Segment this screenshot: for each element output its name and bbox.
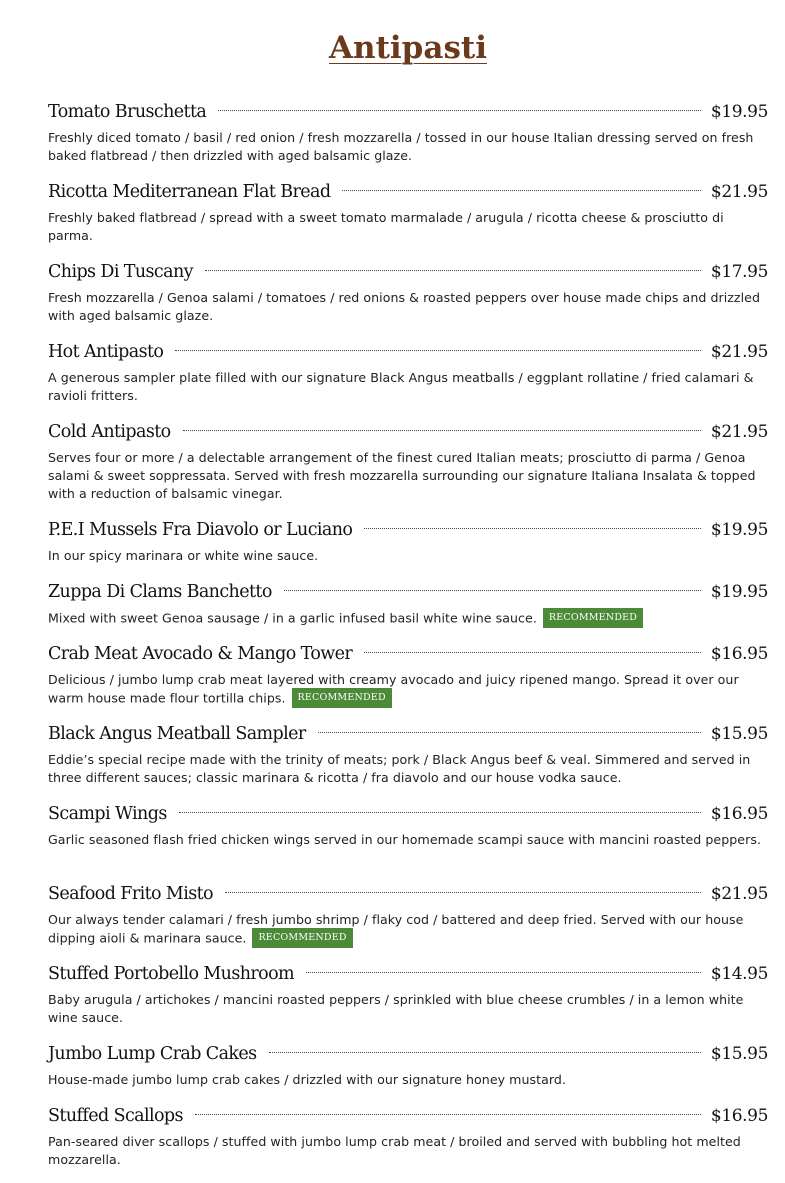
dotted-leader: [364, 528, 701, 529]
recommended-badge: RECOMMENDED: [252, 928, 352, 948]
menu-item: [48, 341, 768, 405]
menu-item-description: [48, 911, 768, 949]
menu-item-price: $15.95: [710, 724, 768, 744]
menu-item-description: [48, 289, 768, 325]
menu-item-name: Scampi Wings: [48, 804, 167, 824]
menu-item-price: $21.95: [710, 884, 768, 904]
menu-item: [48, 723, 768, 787]
menu-item-header: [48, 581, 768, 603]
menu-item-description-text: Eddie’s special recipe made with the trinity of meats; pork / Black Angus beef & veal. Simmered and served in three different sauces; classic marinara & ricotta / fra diavolo and our house vodka sauce.: [48, 752, 751, 785]
dotted-leader: [318, 732, 701, 733]
menu-item-description-text: A generous sampler plate filled with our signature Black Angus meatballs / eggplant rollatine / fried calamari & ravioli fritters.: [48, 370, 754, 403]
menu-item-description-text: Serves four or more / a delectable arrangement of the finest cured Italian meats; prosciutto di parma / Genoa salami & sweet soppressata. Served with fresh mozzarella surrounding our signature Italiana Insalata & topped with a reduction of balsamic vinegar.: [48, 450, 756, 501]
menu-item-name: Black Angus Meatball Sampler: [48, 724, 306, 744]
section-title: Antipasti: [329, 30, 487, 66]
menu-item-price: $14.95: [710, 964, 768, 984]
menu-item-header: [48, 421, 768, 443]
menu-item-name: Zuppa Di Clams Banchetto: [48, 582, 272, 602]
menu-item: [48, 1043, 768, 1089]
menu-item-price: $16.95: [710, 1106, 768, 1126]
menu-item: [48, 101, 768, 165]
dotted-leader: [284, 590, 701, 591]
menu-item-price: $19.95: [710, 582, 768, 602]
menu-item: [48, 581, 768, 629]
menu-item: [48, 519, 768, 565]
menu-item-price: $21.95: [710, 422, 768, 442]
menu-item-description-text: Mixed with sweet Genoa sausage / in a garlic infused basil white wine sauce.: [48, 610, 537, 626]
menu-item-description-text: Baby arugula / artichokes / mancini roasted peppers / sprinkled with blue cheese crumbles / in a lemon white wine sauce.: [48, 992, 744, 1025]
menu-item-description: [48, 751, 768, 787]
menu-item-description-text: Freshly baked flatbread / spread with a sweet tomato marmalade / arugula / ricotta cheese & prosciutto di parma.: [48, 210, 724, 243]
menu-item: [48, 963, 768, 1027]
dotted-leader: [205, 270, 701, 271]
dotted-leader: [364, 652, 701, 653]
menu-item-name: Cold Antipasto: [48, 422, 171, 442]
menu-item-price: $16.95: [710, 804, 768, 824]
menu-item: [48, 883, 768, 949]
menu-item-header: [48, 1105, 768, 1127]
menu-item-price: $19.95: [710, 520, 768, 540]
menu-item-price: $21.95: [710, 342, 768, 362]
menu-item: [48, 261, 768, 325]
menu-item-header: [48, 261, 768, 283]
menu-item-name: Stuffed Portobello Mushroom: [48, 964, 295, 984]
menu-item-name: Seafood Frito Misto: [48, 884, 213, 904]
menu-item-header: [48, 519, 768, 541]
menu-item-description: [48, 831, 768, 849]
menu-item-name: Hot Antipasto: [48, 342, 164, 362]
menu-item-header: [48, 803, 768, 825]
dotted-leader: [183, 430, 701, 431]
menu-item-price: $19.95: [710, 102, 768, 122]
recommended-badge: RECOMMENDED: [292, 688, 392, 708]
menu-item-price: $15.95: [710, 1044, 768, 1064]
menu-page: [48, 0, 768, 1167]
menu-item-description-text: Pan-seared diver scallops / stuffed with jumbo lump crab meat / broiled and served with bubbling hot melted mozzarella.: [48, 1134, 741, 1167]
dotted-leader: [306, 972, 701, 973]
menu-item-header: [48, 341, 768, 363]
dotted-leader: [342, 190, 700, 191]
menu-item-header: [48, 181, 768, 203]
menu-item-description: [48, 1071, 768, 1089]
menu-item-name: Stuffed Scallops: [48, 1106, 183, 1126]
menu-item-description: [48, 1133, 768, 1169]
menu-item-description: [48, 547, 768, 565]
menu-item: [48, 803, 768, 849]
menu-item-price: $16.95: [710, 644, 768, 664]
menu-item-description: [48, 209, 768, 245]
menu-item-description: [48, 129, 768, 165]
menu-item-description-text: Fresh mozzarella / Genoa salami / tomatoes / red onions & roasted peppers over house made chips and drizzled with aged balsamic glaze.: [48, 290, 760, 323]
menu-item-description-text: In our spicy marinara or white wine sauce.: [48, 548, 319, 563]
dotted-leader: [225, 892, 701, 893]
menu-item-name: Jumbo Lump Crab Cakes: [48, 1044, 257, 1064]
dotted-leader: [218, 110, 701, 111]
menu-item-description-text: Our always tender calamari / fresh jumbo shrimp / flaky cod / battered and deep fried. Served with our house dipping aioli & marinara sauce.: [48, 912, 744, 946]
menu-item-description: [48, 449, 768, 503]
menu-item-price: $17.95: [710, 262, 768, 282]
menu-item-name: Crab Meat Avocado & Mango Tower: [48, 644, 353, 664]
menu-item-description-text: Garlic seasoned flash fried chicken wings served in our homemade scampi sauce with mancini roasted peppers.: [48, 832, 762, 847]
dotted-leader: [179, 812, 701, 813]
menu-item-price: $21.95: [710, 182, 768, 202]
menu-item-list: [48, 74, 768, 1167]
menu-item-name: Ricotta Mediterranean Flat Bread: [48, 182, 331, 202]
menu-item-name: P.E.I Mussels Fra Diavolo or Luciano: [48, 520, 353, 540]
dotted-leader: [175, 350, 701, 351]
menu-item-description-text: Freshly diced tomato / basil / red onion / fresh mozzarella / tossed in our house Italian dressing served on fresh baked flatbread / then drizzled with aged balsamic glaze.: [48, 130, 754, 163]
menu-item: [48, 1105, 768, 1169]
menu-item-description: [48, 609, 768, 629]
menu-item: [48, 421, 768, 503]
menu-item-description-text: Delicious / jumbo lump crab meat layered with creamy avocado and juicy ripened mango. Spread it over our warm house made flour tortilla chips.: [48, 672, 739, 706]
menu-item-header: [48, 1043, 768, 1065]
menu-item-header: [48, 883, 768, 905]
menu-item-description: [48, 671, 768, 709]
menu-item-header: [48, 723, 768, 745]
menu-item-header: [48, 101, 768, 123]
menu-item-description-text: House-made jumbo lump crab cakes / drizzled with our signature honey mustard.: [48, 1072, 566, 1087]
dotted-leader: [195, 1114, 701, 1115]
menu-item-description: [48, 369, 768, 405]
menu-item-name: Tomato Bruschetta: [48, 102, 207, 122]
dotted-leader: [269, 1052, 701, 1053]
menu-item-name: Chips Di Tuscany: [48, 262, 193, 282]
recommended-badge: RECOMMENDED: [543, 608, 643, 628]
menu-item: [48, 181, 768, 245]
menu-item: [48, 643, 768, 709]
menu-item-description: [48, 991, 768, 1027]
menu-item-header: [48, 963, 768, 985]
menu-item-header: [48, 643, 768, 665]
